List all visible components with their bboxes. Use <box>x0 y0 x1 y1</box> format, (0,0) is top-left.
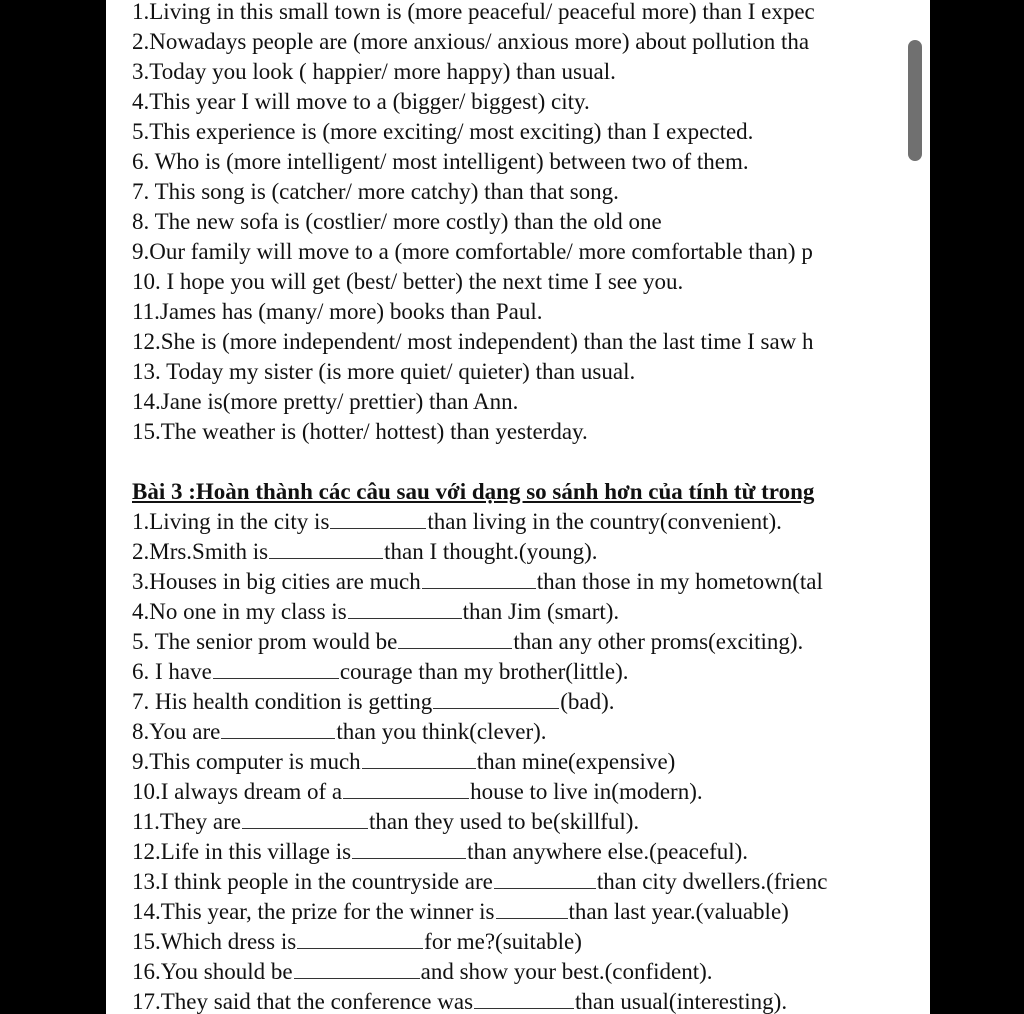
answer-blank[interactable] <box>362 748 476 769</box>
sentence-end: house to live in(modern). <box>470 779 703 804</box>
sentence-end: for me?(suitable) <box>424 929 582 954</box>
exercise2-line: 13. Today my sister (is more quiet/ quieter) than usual. <box>132 359 636 384</box>
sentence-start: 6. I have <box>132 659 212 684</box>
exercise3-line <box>132 927 900 957</box>
sentence-end: than those in my hometown(tal <box>536 569 823 594</box>
exercise3-line <box>132 777 900 807</box>
sentence-start: 13.I think people in the countryside are <box>132 869 493 894</box>
exercise2-line: 5.This experience is (more exciting/ most exciting) than I expected. <box>132 119 754 144</box>
answer-blank[interactable] <box>269 538 383 559</box>
exercise2-line: 8. The new sofa is (costlier/ more costly) than the old one <box>132 209 662 234</box>
sentence-start: 12.Life in this village is <box>132 839 352 864</box>
answer-blank[interactable] <box>348 598 462 619</box>
answer-blank[interactable] <box>433 688 559 709</box>
sentence-end: than usual(interesting). <box>575 989 788 1014</box>
sentence-start: 9.This computer is much <box>132 749 361 774</box>
sentence-start: 2.Mrs.Smith is <box>132 539 269 564</box>
sentence-end: than anywhere else.(peaceful). <box>467 839 749 864</box>
answer-blank[interactable] <box>352 838 466 859</box>
answer-blank[interactable] <box>398 628 512 649</box>
sentence-end: than any other proms(exciting). <box>513 629 804 654</box>
answer-blank[interactable] <box>221 718 335 739</box>
sentence-start: 5. The senior prom would be <box>132 629 398 654</box>
exercise2-line: 11.James has (many/ more) books than Paul. <box>132 299 543 324</box>
answer-blank[interactable] <box>343 778 469 799</box>
exercise2-line: 2.Nowadays people are (more anxious/ anxious more) about pollution tha <box>132 29 810 54</box>
exercise3-line <box>132 687 900 717</box>
exercise3-line <box>132 567 900 597</box>
sentence-end: than city dwellers.(frienc <box>596 869 828 894</box>
answer-blank[interactable] <box>474 988 574 1009</box>
exercise2-line: 10. I hope you will get (best/ better) the next time I see you. <box>132 269 684 294</box>
exercise3-line <box>132 537 900 567</box>
sentence-start: 4.No one in my class is <box>132 599 347 624</box>
exercise3-line <box>132 837 900 867</box>
exercise2-line: 12.She is (more independent/ most independent) than the last time I saw h <box>132 329 814 354</box>
exercise3-line <box>132 897 900 927</box>
document-page <box>106 0 930 1014</box>
sentence-start: 15.Which dress is <box>132 929 297 954</box>
sentence-start: 17.They said that the conference was <box>132 989 474 1014</box>
sentence-start: 16.You should be <box>132 959 293 984</box>
exercise3-line <box>132 747 900 777</box>
answer-blank[interactable] <box>242 808 368 829</box>
sentence-end: and show your best.(confident). <box>420 959 713 984</box>
sentence-end: than last year.(valuable) <box>568 899 789 924</box>
exercise3-line <box>132 627 900 657</box>
sentence-end: than you think(clever). <box>336 719 547 744</box>
answer-blank[interactable] <box>494 868 596 889</box>
sentence-end: than Jim (smart). <box>462 599 620 624</box>
exercise3-line <box>132 987 900 1014</box>
exercise2-line: 1.Living in this small town is (more peaceful/ peaceful more) than I expec <box>132 0 815 24</box>
section-spacer <box>132 447 900 477</box>
sentence-start: 7. His health condition is getting <box>132 689 433 714</box>
exercise2-line: 6. Who is (more intelligent/ most intelligent) between two of them. <box>132 149 749 174</box>
sentence-start: 10.I always dream of a <box>132 779 343 804</box>
sentence-start: 11.They are <box>132 809 241 834</box>
sentence-end: than living in the country(convenient). <box>427 509 782 534</box>
exercise3-line <box>132 957 900 987</box>
exercise3-line <box>132 717 900 747</box>
exercise2-line: 3.Today you look ( happier/ more happy) than usual. <box>132 59 616 84</box>
answer-blank[interactable] <box>213 658 339 679</box>
vertical-scrollbar-thumb[interactable] <box>908 40 922 161</box>
answer-blank[interactable] <box>330 508 426 529</box>
sentence-start: 8.You are <box>132 719 221 744</box>
exercise3-line <box>132 657 900 687</box>
exercise2-line: 15.The weather is (hotter/ hottest) than yesterday. <box>132 419 588 444</box>
sentence-end: courage than my brother(little). <box>339 659 629 684</box>
exercise3-line <box>132 867 900 897</box>
answer-blank[interactable] <box>422 568 536 589</box>
sentence-end: (bad). <box>560 689 615 714</box>
answer-blank[interactable] <box>297 928 423 949</box>
document-content <box>132 0 900 1014</box>
exercise2-line: 14.Jane is(more pretty/ prettier) than Ann. <box>132 389 519 414</box>
sentence-start: 1.Living in the city is <box>132 509 330 534</box>
sentence-start: 14.This year, the prize for the winner is <box>132 899 495 924</box>
exercise3-heading: Bài 3 :Hoàn thành các câu sau với dạng so sánh hơn của tính từ trong <box>132 479 815 504</box>
answer-blank[interactable] <box>496 898 568 919</box>
sentence-end: than they used to be(skillful). <box>368 809 640 834</box>
exercise2-line: 4.This year I will move to a (bigger/ biggest) city. <box>132 89 590 114</box>
answer-blank[interactable] <box>294 958 420 979</box>
exercise2-line: 7. This song is (catcher/ more catchy) than that song. <box>132 179 619 204</box>
exercise3-line <box>132 807 900 837</box>
sentence-end: than I thought.(young). <box>384 539 598 564</box>
exercise3-line <box>132 507 900 537</box>
exercise3-line <box>132 597 900 627</box>
sentence-end: than mine(expensive) <box>476 749 676 774</box>
sentence-start: 3.Houses in big cities are much <box>132 569 421 594</box>
exercise2-line: 9.Our family will move to a (more comfortable/ more comfortable than) p <box>132 239 813 264</box>
